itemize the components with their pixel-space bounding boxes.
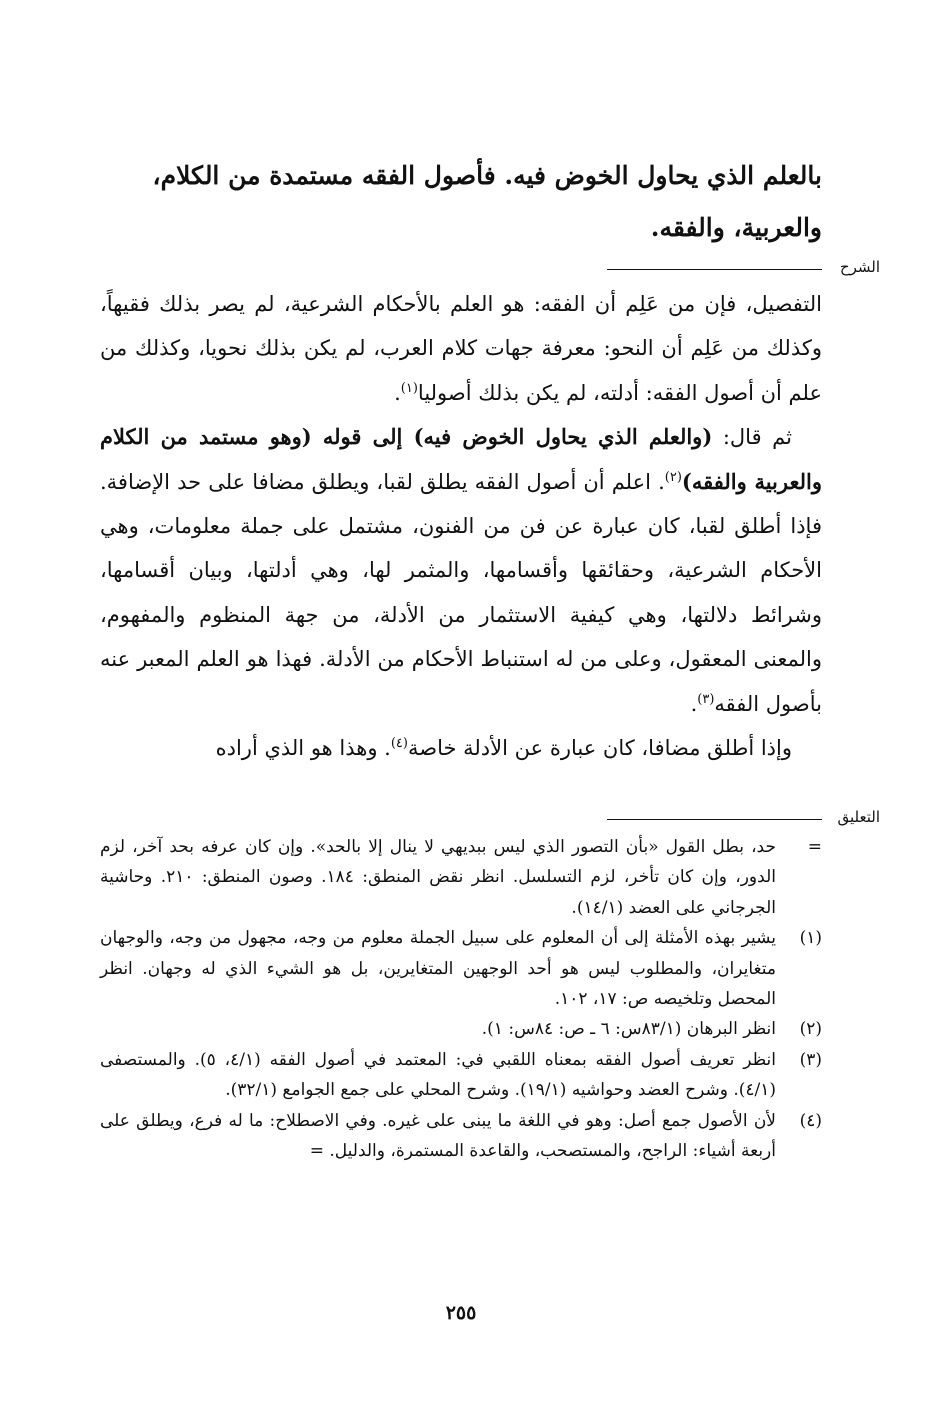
footnote-ref: (٣): [697, 691, 715, 707]
footnote-text: لأن الأصول جمع أصل: وهو في اللغة ما يبنى على غيره. وفي الاصطلاح: ما له فرع، ويطلق على أربعة أشياء: الراجح، والمستصحب، والقاعدة المستمرة، والدليل. =: [100, 1110, 776, 1162]
footnote-text: حد، بطل القول «بأن التصور الذي ليس ببديهي لا ينال إلا بالحد». وإن كان عرفه بحد آخر، لزم الدور، وإن كان تأخر، لزم التسلسل. انظر نقض المنطق: ١٨٤. وصون المنطق: ٢١٠. وحاشية الجرجاني على العضد (١٤/١).: [100, 837, 776, 918]
footnote-number: (٤): [799, 1110, 822, 1131]
matn-text: [100, 150, 822, 254]
sharh-paragraph: ثم قال: (والعلم الذي يحاول الخوض فيه) إلى قوله (وهو مستمد من الكلام والعربية والفقه)$^{(٢)}$. اعلم أن أصول الفقه يطلق لقبا، ويطلق مضافا على حد الإضافة. فإذا أطلق لقبا، كان عبارة عن فن من الفنون، مشتمل على جملة معلومات، وهي الأحكام الشرعية، وحقائقها وأقسامها، والمثمر لها، وهي أدلتها، وبيان أقسامها، وشرائط دلالتها، وهي كيفية الاستثمار من الأدلة، من جهة المنظوم والمفهوم، والمعنى المعقول، وعلى من له استنباط الأحكام من الأدلة. فهذا هو العلم المعبر عنه بأصول الفقه$^{(٣)}$.: [100, 424, 822, 716]
footnote-number: (٣): [799, 1049, 822, 1070]
footnote-text: يشير بهذه الأمثلة إلى أن المعلوم على سبيل الجملة معلوم من وجه، مجهول من وجه، والوجهان متغايران، والمطلوب ليس هو أحد الوجهين المتغايرين، بل هو الشيء الذي له وجهان. انظر المحصل وتلخيصه ص: ١٧، ١٠٢.: [100, 928, 776, 1010]
footnote: [100, 832, 822, 923]
sharh-text: [100, 282, 822, 770]
sharh-paragraph: التفصيل، فإن من عَلِم أن الفقه: هو العلم بالأحكام الشرعية، لم يصر بذلك فقيهاً، وكذلك من عَلِم أن النحو: معرفة جهات كلام العرب، لم يكن بذلك نحويا، وكذلك من علم أن أصول الفقه: أدلته، لم يكن بذلك أصوليا$^{(١)}$.: [100, 292, 822, 405]
page-number: ٢٥٥: [445, 1302, 477, 1324]
sharh-label: الشرح: [839, 258, 880, 276]
footnote: [100, 1045, 822, 1106]
footnote-ref: (٢): [664, 469, 682, 485]
footnote-ref: (١): [400, 380, 418, 396]
matn-line: والعربية، والفقه.: [650, 213, 822, 242]
sharh-paragraph: وإذا أطلق مضافا، كان عبارة عن الأدلة خاصة$^{(٤)}$. وهذا هو الذي أراده: [215, 736, 792, 761]
footnote-number: (٢): [799, 1019, 822, 1040]
footnotes: [100, 832, 822, 1166]
sharh-divider: [100, 258, 880, 280]
footnote: [100, 1014, 822, 1044]
quoted-matn: (والعلم الذي يحاول الخوض فيه) إلى قوله (وهو مستمد من الكلام والعربية والفقه): [100, 424, 822, 494]
footnote-text: انظر البرهان (٨٣/١س: ٦ ـ ص: ٨٤س: ١).: [481, 1019, 776, 1040]
footnote: [100, 923, 822, 1014]
divider-line: [607, 819, 822, 820]
footnote-text: انظر تعريف أصول الفقه بمعناه اللقبي في: المعتمد في أصول الفقه (٤/١، ٥). والمستصفى (٤/١). وشرح العضد وحواشيه (١٩/١). وشرح المحلي على جمع الجوامع (٣٢/١).: [100, 1049, 777, 1101]
taaliq-label: التعليق: [837, 808, 880, 826]
footnote-number: =: [807, 837, 822, 857]
taaliq-divider: [100, 808, 880, 830]
footnote: [100, 1106, 822, 1167]
matn-line: بالعلم الذي يحاول الخوض فيه. فأصول الفقه مستمدة من الكلام،: [152, 161, 822, 190]
divider-line: [607, 269, 822, 270]
footnote-ref: (٤): [390, 736, 408, 752]
footnote-number: (١): [799, 928, 822, 949]
